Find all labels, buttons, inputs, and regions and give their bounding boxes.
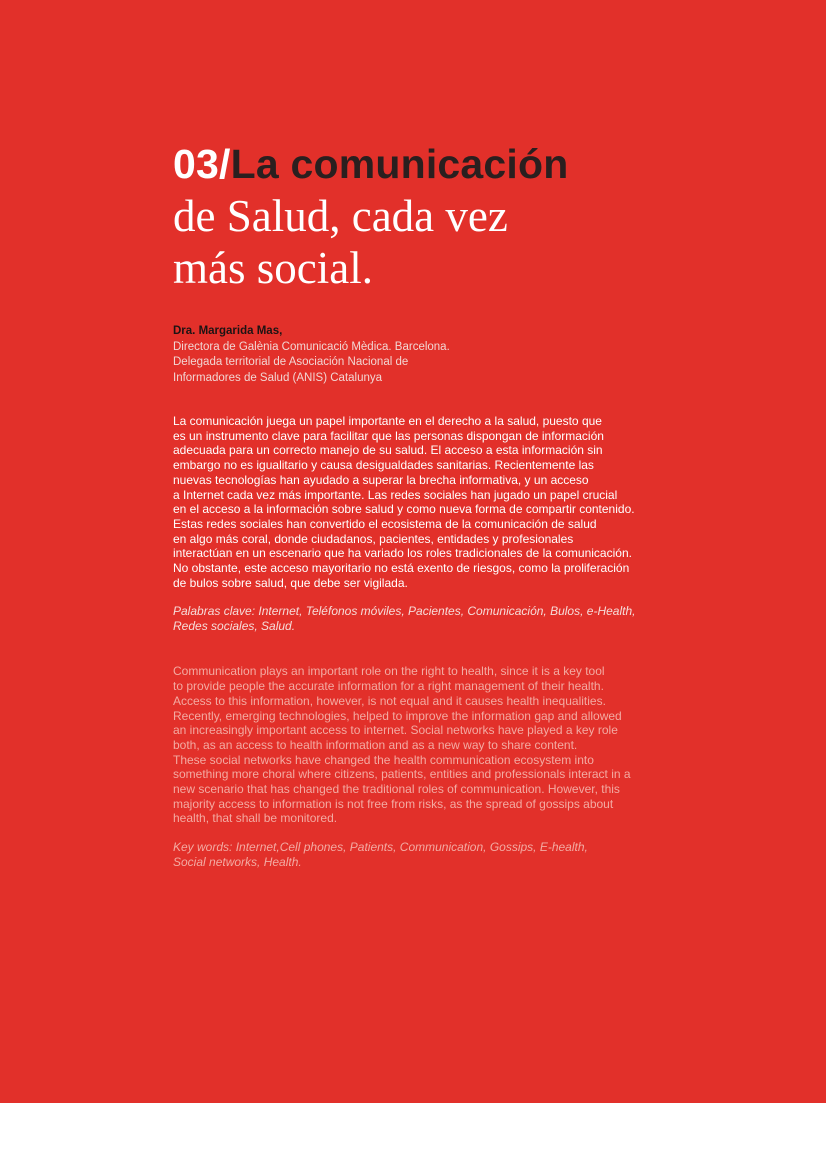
- author-block: [173, 324, 678, 386]
- abstract-spanish: La comunicación juega un papel importante en el derecho a la salud, puesto que es un instrumento clave para facilitar que las personas dispongan de información adecuada para un correcto manejo de su salud. El acceso a esta información sin embargo no es igualitario y causa desigualdades sanitarias. Recientemente las nuevas tecnologías han ayudado a superar la brecha informativa, y un acceso a Internet cada vez más importante. Las redes sociales han jugado un papel crucial en el acceso a la información sobre salud y como nueva forma de compartir contenido. Estas redes sociales han convertido el ecosistema de la comunicación de salud en algo más coral, donde ciudadanos, pacientes, entidades y profesionales interactúan en un escenario que ha variado los roles tradicionales de la comunicación. No obstante, este acceso mayoritario no está exento de riesgos, como la proliferación de bulos sobre salud, que debe ser vigilada.: [173, 414, 635, 590]
- article-number: 03/: [173, 141, 231, 187]
- article-content: [173, 138, 678, 870]
- article-title: [173, 138, 678, 294]
- title-light-line-2: más social.: [173, 243, 373, 293]
- author-affiliation-2: Delegada territorial de Asociación Nacional de: [173, 356, 409, 368]
- author-name: Dra. Margarida Mas,: [173, 325, 283, 337]
- title-light-line-1: de Salud, cada vez: [173, 191, 508, 241]
- author-affiliation-3: Informadores de Salud (ANIS) Catalunya: [173, 371, 383, 384]
- keywords-spanish: Palabras clave: Internet, Teléfonos móviles, Pacientes, Comunicación, Bulos, e-Health, Redes sociales, Salud.: [173, 604, 636, 634]
- title-bold-text: La comunicación: [230, 141, 569, 187]
- abstract-english: Communication plays an important role on the right to health, since it is a key tool to provide people the accurate information for a right management of their health. Access to this information, however, is not equal and it causes health inequalities. Recently, emerging technologies, helped to improve the information gap and allowed an increasingly important access to internet. Social networks have played a key role both, as an access to health information and as a new way to share content. These social networks have changed the health communication ecosystem into something more choral where citizens, patients, entities and professionals interact in a new scenario that has changed the traditional roles of communication. However, this majority access to information is not free from risks, as the spread of gossips about health, that shall be monitored.: [173, 664, 631, 826]
- title-first-line: [173, 138, 678, 190]
- author-affiliation-1: Directora de Galènia Comunicació Mèdica. Barcelona.: [173, 340, 450, 353]
- keywords-english: Key words: Internet,Cell phones, Patients, Communication, Gossips, E-health, Social networks, Health.: [173, 840, 588, 870]
